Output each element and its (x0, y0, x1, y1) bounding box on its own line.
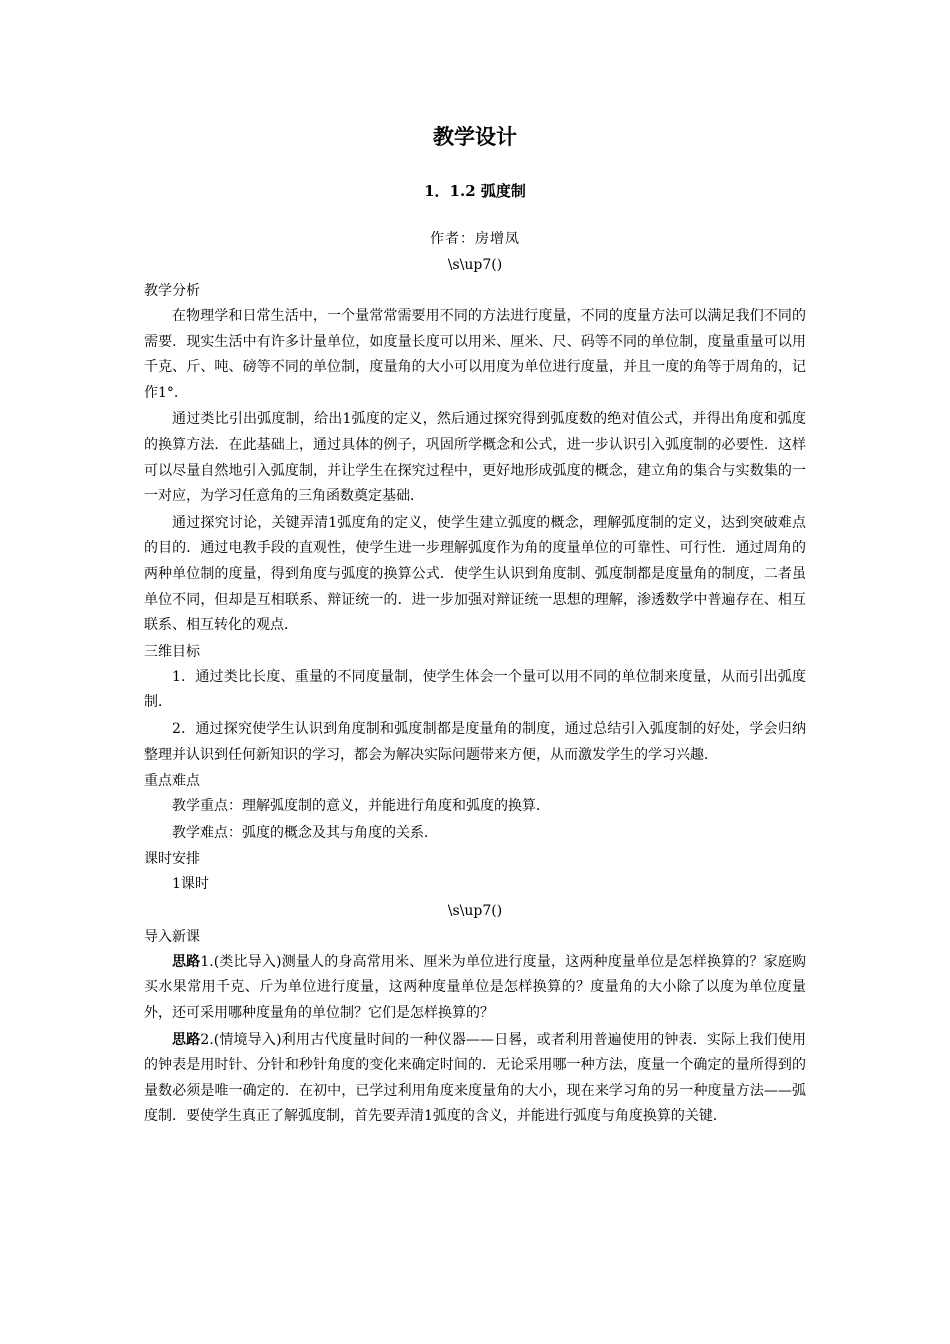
idea-text: 2.(情境导入)利用古代度量时间的一种仪器——日晷，或者利用普遍使用的钟表．实际上我们使用的钟表是用时针、分针和秒针角度的变化来确定时间的．无论采用哪一种方法，度量一个确定的量所得到的量数必须是唯一确定的．在初中，已学过利用角度来度量角的大小，现在来学习角的另一种度量方法——弧度制．要使学生真正了解弧度制，首先要弄清1弧度的含义，并能进行弧度与角度换算的关键． (144, 1031, 806, 1125)
idea-text: 1.(类比导入)测量人的身高常用米、厘米为单位进行度量，这两种度量单位是怎样换算的？家庭购买水果常用千克、斤为单位进行度量，这两种度量单位是怎样换算的？度量角的大小除了以度为单位度量外，还可采用哪种度量角的单位制？它们是怎样换算的？ (144, 953, 807, 1022)
document-body (144, 122, 806, 1130)
analysis-paragraph: 通过类比引出弧度制，给出1弧度的定义，然后通过探究得到弧度数的绝对值公式，并得出角度和弧度的换算方法．在此基础上，通过具体的例子，巩固所学概念和公式，进一步认识引入弧度制的必要性．这样可以尽量自然地引入弧度制，并让学生在探究过程中，更好地形成弧度的概念，建立角的集合与实数集的一一对应，为学习任意角的三角函数奠定基础． (144, 411, 806, 505)
analysis-paragraph: 在物理学和日常生活中，一个量常常需要用不同的方法进行度量，不同的度量方法可以满足我们不同的需要．现实生活中有许多计量单位，如度量长度可以用米、厘米、尺、码等不同的单位制，度量重量可以用千克、斤、吨、磅等不同的单位制，度量角的大小可以用度为单位进行度量，并且一度的角等于周角的，记作1°. (144, 308, 806, 401)
heading-goals: 三维目标 (144, 643, 200, 660)
section-subtitle: 1．1.2 弧度制 (424, 182, 526, 200)
document-title: 教学设计 (433, 124, 517, 149)
field-code-marker: \s\up7() (447, 257, 503, 273)
keypoint-paragraph: 教学难点：弧度的概念及其与角度的关系． (172, 824, 438, 841)
idea-label: 思路 (172, 1031, 201, 1048)
author-line: 作者：房增凤 (430, 231, 520, 247)
heading-analysis: 教学分析 (144, 283, 200, 299)
field-code-marker: \s\up7() (447, 902, 503, 919)
goal-paragraph: 1．通过类比长度、重量的不同度量制，使学生体会一个量可以用不同的单位制来度量，从而引出弧度制． (144, 668, 806, 711)
heading-intro: 导入新课 (144, 928, 200, 945)
heading-keypoints: 重点难点 (144, 773, 200, 790)
intro-idea-2 (144, 1028, 806, 1130)
idea-label: 思路 (172, 953, 201, 970)
keypoint-paragraph: 教学重点：理解弧度制的意义，并能进行角度和弧度的换算． (172, 798, 550, 815)
analysis-paragraph: 通过探究讨论，关键弄清1弧度角的定义，使学生建立弧度的概念，理解弧度制的定义，达到突破难点的目的．通过电教手段的直观性，使学生进一步理解弧度作为角的度量单位的可靠性、可行性．通过周角的两种单位制的度量，得到角度与弧度的换算公式．使学生认识到角度制、弧度制都是度量角的制度，二者虽单位不同，但却是互相联系、辩证统一的．进一步加强对辩证统一思想的理解，渗透数学中普遍存在、相互联系、相互转化的观点． (144, 514, 806, 634)
schedule-paragraph: 1课时 (172, 876, 209, 893)
intro-idea-1 (144, 950, 806, 1027)
heading-schedule: 课时安排 (144, 851, 200, 868)
goal-paragraph: 2．通过探究使学生认识到角度制和弧度制都是度量角的制度，通过总结引入弧度制的好处，学会归纳整理并认识到任何新知识的学习，都会为解决实际问题带来方便，从而激发学生的学习兴趣． (144, 720, 806, 763)
